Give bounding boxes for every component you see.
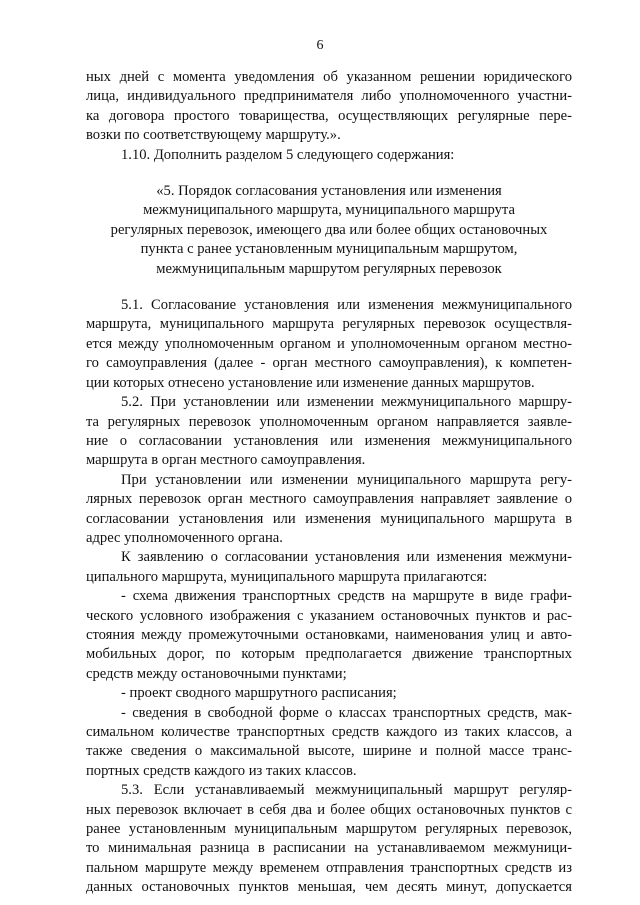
paragraph-p52: [86, 393, 572, 471]
text-line: также сведения о максимальной высоте, ширине и полной массе транс-: [86, 743, 572, 760]
paragraph-p51: [86, 296, 572, 393]
text-after-heading: [86, 296, 572, 898]
text-line: 5.2. При установлении или изменении межмуниципального маршру-: [121, 394, 572, 411]
paragraph-p52b: [86, 471, 572, 549]
paragraph-item2: [86, 684, 572, 703]
text-line: ется между уполномоченным органом и уполномоченным органом местно-: [86, 335, 572, 352]
text-line: согласовании установления или изменения муниципального маршрута в: [86, 510, 572, 527]
paragraph-item3: [86, 704, 572, 782]
text-line: 5.1. Согласование установления или изменения межмуниципального: [121, 297, 572, 314]
page-number: 6: [316, 38, 324, 53]
paragraph-item1: [86, 587, 572, 684]
document-body: [86, 68, 572, 898]
text-line: ных перевозок включает в себя два и более общих остановочных пунктов с: [86, 801, 572, 818]
text-line: лярных перевозок орган местного самоуправления направляет заявление о: [86, 491, 572, 508]
paragraph-cont: [86, 68, 572, 146]
section-heading: [86, 182, 572, 279]
text-line: возки по соответствующему маршруту.».: [86, 127, 341, 144]
text-line: К заявлению о согласовании установления или изменения межмуни-: [121, 549, 572, 566]
text-line: портных средств каждого из таких классов.: [86, 762, 357, 779]
text-line: средств между остановочными пунктами;: [86, 665, 347, 682]
text-line: пальном маршруте между временем отправления транспортных средств из: [86, 859, 572, 876]
text-line: симальном количестве транспортных средств каждого из таких классов, а: [86, 724, 572, 740]
text-line: маршрута, муниципального маршрута регулярных перевозок осуществля-: [86, 316, 572, 333]
text-line: - схема движения транспортных средств на маршруте в виде графи-: [121, 588, 572, 605]
text-line: При установлении или изменении муниципального маршрута регу-: [121, 471, 572, 488]
text-line: 5.3. Если устанавливаемый межмуниципальный маршрут регуляр-: [121, 782, 572, 799]
text-line: адрес уполномоченного органа.: [86, 529, 283, 546]
paragraph-p52c: [86, 548, 572, 587]
text-line: данных остановочных пунктов меньшая, чем десять минут, допускается: [86, 879, 572, 896]
text-line: ранее установленным муниципальным маршрутом регулярных перевозок,: [86, 821, 572, 838]
text-line: лица, индивидуального предпринимателя либо уполномоченного участни-: [86, 88, 572, 105]
text-line: ных дней с момента уведомления об указанном решении юридического: [86, 69, 572, 85]
text-line: 1.10. Дополнить разделом 5 следующего содержания:: [121, 146, 455, 163]
text-line: мобильных дорог, по которым предполагается движение транспортных: [86, 646, 572, 663]
text-line: маршрута в орган местного самоуправления.: [86, 452, 366, 469]
heading-line: межмуниципального маршрута, муниципального маршрута: [143, 202, 515, 219]
text-line: ципального маршрута, муниципального маршрута прилагаются:: [86, 568, 488, 585]
text-line: то минимальная разница в расписании на устанавливаемом межмуници-: [86, 840, 572, 857]
text-line: стояния между промежуточными остановками, наименования улиц и авто-: [86, 626, 572, 643]
heading-line: регулярных перевозок, имеющего два или более общих остановочных: [110, 221, 548, 238]
text-line: ции которых отнесено установление или изменение данных маршрутов.: [86, 374, 535, 391]
text-line: го самоуправления (далее - орган местного самоуправления), к компетен-: [86, 355, 572, 372]
text-before-heading: [86, 68, 572, 165]
text-line: та регулярных перевозок уполномоченным органом направляется заявле-: [86, 413, 572, 430]
text-line: ческого условного изображения с указанием остановочных пунктов и рас-: [86, 607, 572, 624]
heading-line: пункта с ранее установленным муниципальным маршрутом,: [140, 241, 518, 258]
heading-line: межмуниципальным маршрутом регулярных перевозок: [156, 260, 502, 277]
text-line: ка договора простого товарищества, осуществляющих регулярные пере-: [86, 107, 572, 124]
text-line: ние о согласовании установления или изменения межмуниципального: [86, 432, 572, 449]
text-line: - проект сводного маршрутного расписания;: [121, 685, 397, 702]
paragraph-p110: [86, 146, 572, 165]
text-line: - сведения в свободной форме о классах транспортных средств, мак-: [121, 704, 572, 721]
heading-line: «5. Порядок согласования установления или изменения: [156, 183, 502, 200]
paragraph-p53: [86, 781, 572, 897]
